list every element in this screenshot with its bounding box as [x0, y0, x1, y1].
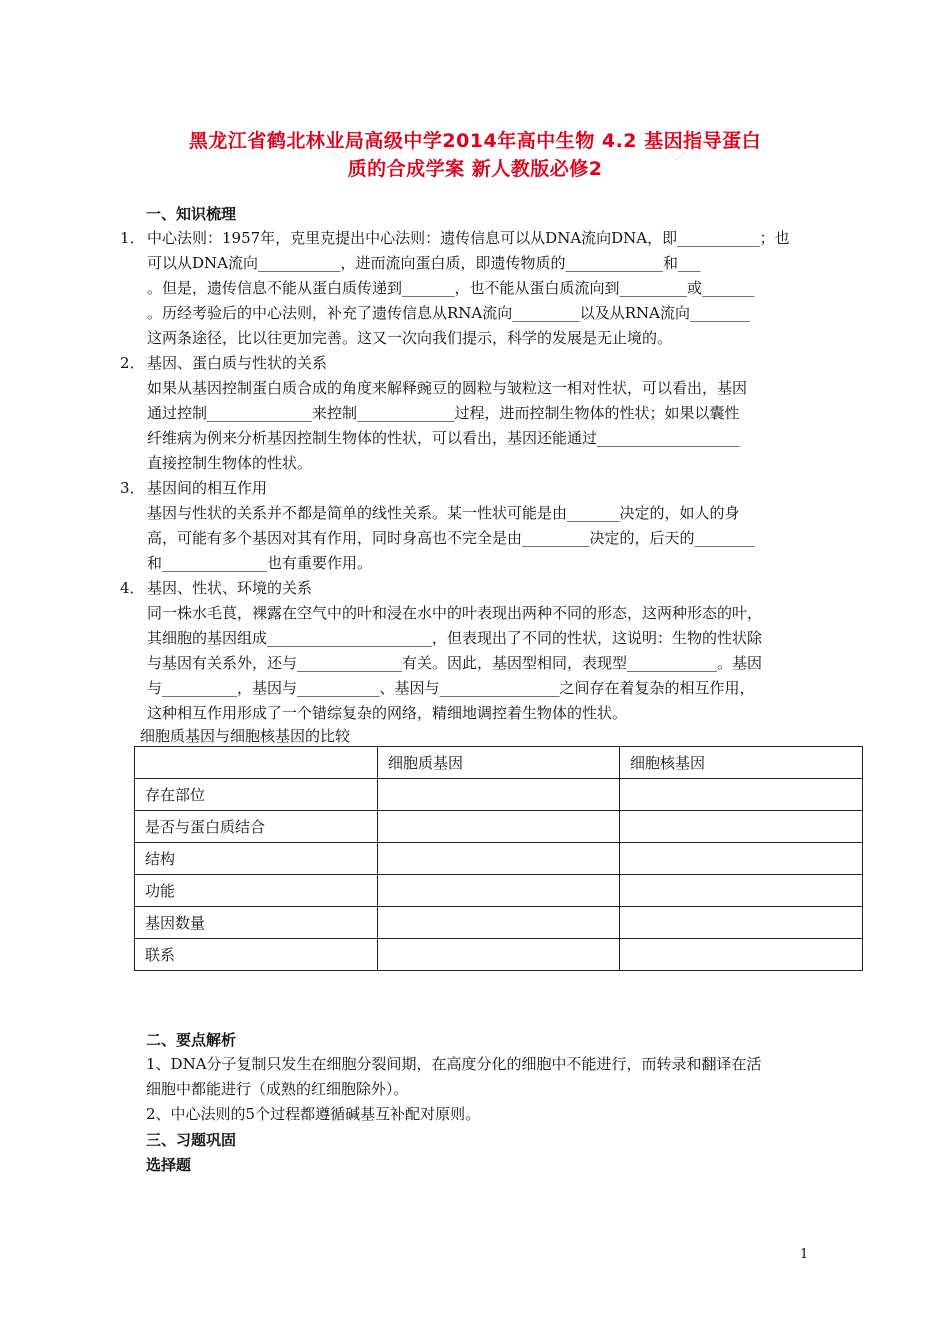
item-3-line: 和______________也有重要作用。	[147, 554, 373, 572]
document-title-line-1: 黑龙江省鹤北林业局高级中学2014年高中生物 4.2 基因指导蛋白	[188, 130, 762, 152]
table-cell	[620, 843, 863, 875]
table-row	[135, 907, 863, 939]
table-cell	[378, 779, 620, 811]
item-2-line: 通过控制______________来控制_____________过程，进而控制生物体的性状；如果以囊性	[147, 404, 740, 422]
item-1-line: 。历经考验后的中心法则，补充了遗传信息从RNA流向_________以及从RNA流向________	[147, 304, 751, 322]
item-4-line: 与基因有关系外，还与______________有关。因此，基因型相同，表现型____________。基因	[147, 654, 763, 672]
section-heading-knowledge: 一、知识梳理	[146, 205, 237, 223]
item-3-label: 3．	[120, 479, 145, 497]
item-2-line: 如果从基因控制蛋白质合成的角度来解释豌豆的圆粒与皱粒这一相对性状，可以看出，基因	[147, 379, 748, 397]
table-row-label: 是否与蛋白质结合	[135, 811, 378, 843]
item-4-label: 4．	[120, 579, 145, 597]
key-point-line: 2、中心法则的5个过程都遵循碱基互补配对原则。	[146, 1105, 481, 1123]
comparison-table	[134, 746, 863, 971]
table-row	[135, 811, 863, 843]
item-2-label: 2．	[120, 354, 145, 372]
item-1-label: 1．	[120, 229, 145, 247]
table-row-label: 基因数量	[135, 907, 378, 939]
item-1-line: 中心法则：1957年，克里克提出中心法则：遗传信息可以从DNA流向DNA，即___________；也	[147, 229, 790, 247]
table-row	[135, 843, 863, 875]
table-row-label: 存在部位	[135, 779, 378, 811]
table-row	[135, 779, 863, 811]
item-4-line: 与__________，基因与___________、基因与________________之间存在着复杂的相互作用，	[147, 679, 755, 697]
table-cell	[620, 779, 863, 811]
table-row-label: 功能	[135, 875, 378, 907]
table-row-label: 联系	[135, 939, 378, 971]
table-row	[135, 939, 863, 971]
item-1-line: 这两条途径，比以往更加完善。这又一次向我们提示，科学的发展是无止境的。	[147, 329, 673, 347]
table-cell	[620, 939, 863, 971]
table-row-label: 结构	[135, 843, 378, 875]
table-header-cell: 细胞质基因	[378, 747, 620, 779]
item-2-title: 基因、蛋白质与性状的关系	[147, 354, 328, 372]
table-cell	[620, 907, 863, 939]
table-header-row	[135, 747, 863, 779]
table-row	[135, 875, 863, 907]
section-heading-key-points: 二、要点解析	[146, 1031, 237, 1049]
subheading-multiple-choice: 选择题	[146, 1156, 192, 1174]
table-cell	[378, 811, 620, 843]
document-title-line-2: 质的合成学案 新人教版必修2	[347, 158, 603, 180]
item-1-line: 可以从DNA流向___________，进而流向蛋白质，即遗传物质的_____________和___	[147, 254, 701, 272]
table-header-cell: 细胞核基因	[620, 747, 863, 779]
item-3-line: 高，可能有多个基因对其有作用，同时身高也不完全是由_________决定的，后天的________	[147, 529, 755, 547]
page-number: 1	[800, 1247, 809, 1262]
key-point-line: 1、DNA分子复制只发生在细胞分裂间期，在高度分化的细胞中不能进行，而转录和翻译在活	[146, 1055, 762, 1073]
item-4-line: 其细胞的基因组成______________________，但表现出了不同的性状，这说明：生物的性状除	[147, 629, 763, 647]
item-4-line: 这种相互作用形成了一个错综复杂的网络，精细地调控着生物体的性状。	[147, 704, 628, 722]
item-2-line: 纤维病为例来分析基因控制生物体的性状，可以看出，基因还能通过___________________	[147, 429, 740, 447]
item-3-line: 基因与性状的关系并不都是简单的线性关系。某一性状可能是由_______决定的，如人的身	[147, 504, 740, 522]
table-cell	[378, 843, 620, 875]
table-cell	[620, 811, 863, 843]
item-4-title: 基因、性状、环境的关系	[147, 579, 313, 597]
table-caption: 细胞质基因与细胞核基因的比较	[140, 727, 351, 745]
table-cell	[378, 939, 620, 971]
section-heading-exercises: 三、习题巩固	[146, 1131, 237, 1149]
table-cell	[620, 875, 863, 907]
item-3-title: 基因间的相互作用	[147, 479, 268, 497]
item-1-line: 。但是，遗传信息不能从蛋白质传递到_______，也不能从蛋白质流向到_________或_______	[147, 279, 755, 297]
key-point-line: 细胞中都能进行（成熟的红细胞除外）。	[146, 1080, 409, 1098]
table-cell	[378, 875, 620, 907]
item-2-line: 直接控制生物体的性状。	[147, 454, 313, 472]
item-4-line: 同一株水毛茛，裸露在空气中的叶和浸在水中的叶表现出两种不同的形态，这两种形态的叶，	[147, 604, 763, 622]
table-cell	[378, 907, 620, 939]
table-header-cell	[135, 747, 378, 779]
